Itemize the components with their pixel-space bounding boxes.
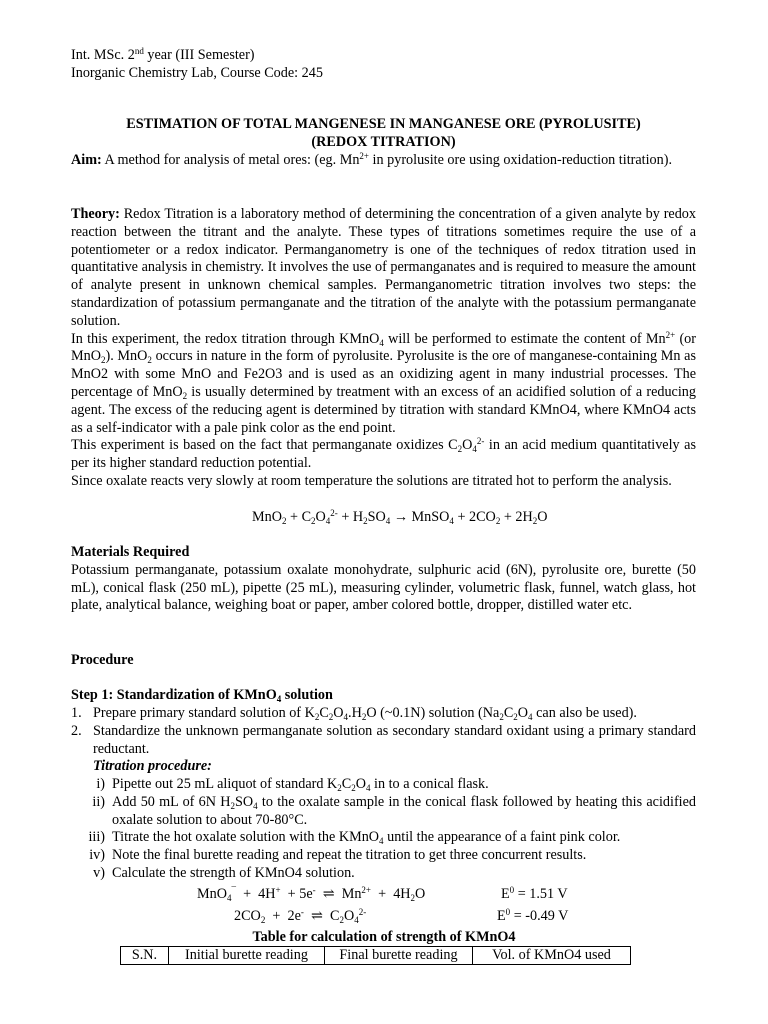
theory-section	[71, 206, 696, 491]
half-reaction-permanganate: MnO$_4$¯ + 4H+ + 5e- ⇌ $Mn^{2+} + 4H_2O$	[197, 885, 426, 903]
list-item: i) Pipette out 25 mL aliquot of standard $K_2C_2O_4$ in to a conical flask.	[96, 776, 489, 793]
table-header-row	[121, 947, 631, 965]
aim-section: Aim: A method for analysis of metal ores: (eg. $Mn^{2+}$ in pyrolusite ore using oxidation-reduction titration).	[71, 151, 673, 168]
procedure-list	[71, 705, 696, 776]
table-header-cell: S.N.	[121, 947, 169, 965]
course-code-line: Inorganic Chemistry Lab, Course Code: 245	[71, 64, 323, 81]
theory-paragraph-2: In this experiment, the redox titration through KMnO$_4$ will be performed to estimate the content of $Mn^{2+}$ (or MnO$_2$). MnO$_2$ occurs in nature in the form of pyrolusite. Pyrolusite is the ore of manganese-containing Mn as MnO2 with some MnO and Fe2O3 and is used as an oxidizing agent in many industrial processes. The percentage of MnO$_2$ is usually determined by treatment with an excess of an acidified solution of a reducing agent. The excess of the reducing agent is determined by titration with standard KMnO4, where KMnO4 acts as a self-indicator with a pale pink color as the end point.	[71, 329, 696, 436]
potential-oxalate: $E^0 = -0.49$ V	[497, 907, 569, 924]
main-reaction-equation: $MnO_2 + C_2O_4^{2-} + H_2SO_4$ → MnSO$_4$ + $2CO_2 + 2H_2O$	[252, 508, 548, 526]
table-header-cell: Initial burette reading	[169, 947, 325, 965]
document-title: ESTIMATION OF TOTAL MANGENESE IN MANGANESE ORE (PYROLUSITE) (REDOX TITRATION)	[126, 116, 641, 150]
aim-label: Aim:	[71, 152, 102, 168]
list-item: v) Calculate the strength of KMnO4 solution.	[93, 864, 355, 881]
course-header	[71, 47, 696, 83]
theory-paragraph-4: Since oxalate reacts very slowly at room temperature the solutions are titrated hot to perform the analysis.	[71, 472, 672, 489]
materials-heading: Materials Required	[71, 544, 190, 560]
theory-paragraph-3: This experiment is based on the fact that permanganate oxidizes $C_2O_4^{2-}$ in an acid medium quantitatively as per its higher standard reduction potential.	[71, 436, 696, 472]
list-item: 1. Prepare primary standard solution of $K_2C_2O_4.H_2O$ (~0.1N) solution ($Na_2C_2O_4$ can also be used).	[71, 705, 637, 722]
list-item: iii) Titrate the hot oxalate solution with the KMnO$_4$ until the appearance of a faint pink color.	[88, 829, 621, 847]
theory-paragraph-1: Theory: Redox Titration is a laboratory method of determining the concentration of a given analyte by redox reaction between the titrant and the analyte. These types of titrations sometimes require the use of a potentiometer or a redox indicator. Permanganometry is one of the techniques of redox titration used in quantitative analysis in chemistry. It involves the use of permanganates and is required to measure the amount of analyte present in unknown chemical samples. Permanganometric titration involves two steps: the standardization of potassium permanganate and the titration of the analyte with the potassium permanganate solution.	[71, 206, 696, 329]
table-header-cell: Vol. of KMnO4 used	[473, 947, 631, 965]
calculation-table	[120, 946, 631, 965]
step1-heading: Step 1: Standardization of KMnO$_4$ solution	[71, 687, 333, 704]
list-item: iv) Note the final burette reading and repeat the titration to get three concurrent results.	[89, 847, 587, 864]
titration-steps	[72, 776, 696, 883]
table-header-cell: Final burette reading	[325, 947, 473, 965]
titration-procedure-heading: Titration procedure:	[93, 758, 212, 775]
list-item: ii) Add 50 mL of 6N $H_2SO_4$ to the oxalate sample in the conical flask followed by heating this acidified oxalate solution to about 70-80°C.	[92, 793, 696, 828]
potential-permanganate: $E^0 = 1.51$ V	[501, 885, 568, 902]
list-item: 2. Standardize the unknown permanganate solution as secondary standard oxidant using a primary standard reductant.	[71, 722, 696, 757]
theory-label: Theory:	[71, 206, 120, 222]
materials-list: Potassium permanganate, potassium oxalate monohydrate, sulphuric acid (6N), pyrolusite ore, burette (50 mL), conical flask (250 mL), pipette (25 mL), measuring cylinder, volumetric flask, funnel, watch glass, hot plate, analytical balance, weighing boat or paper, amber colored bottle, dropper, distilled water etc.	[71, 561, 696, 614]
table-caption: Table for calculation of strength of KMnO4	[252, 929, 516, 945]
half-reaction-oxalate: $2CO_2 + 2e^-$ ⇌ $C_2O_4^{2-}$	[234, 907, 367, 925]
materials-section	[71, 544, 696, 615]
semester-line: Int. MSc. 2nd year (III Semester)	[71, 46, 255, 63]
procedure-heading: Procedure	[71, 652, 134, 668]
